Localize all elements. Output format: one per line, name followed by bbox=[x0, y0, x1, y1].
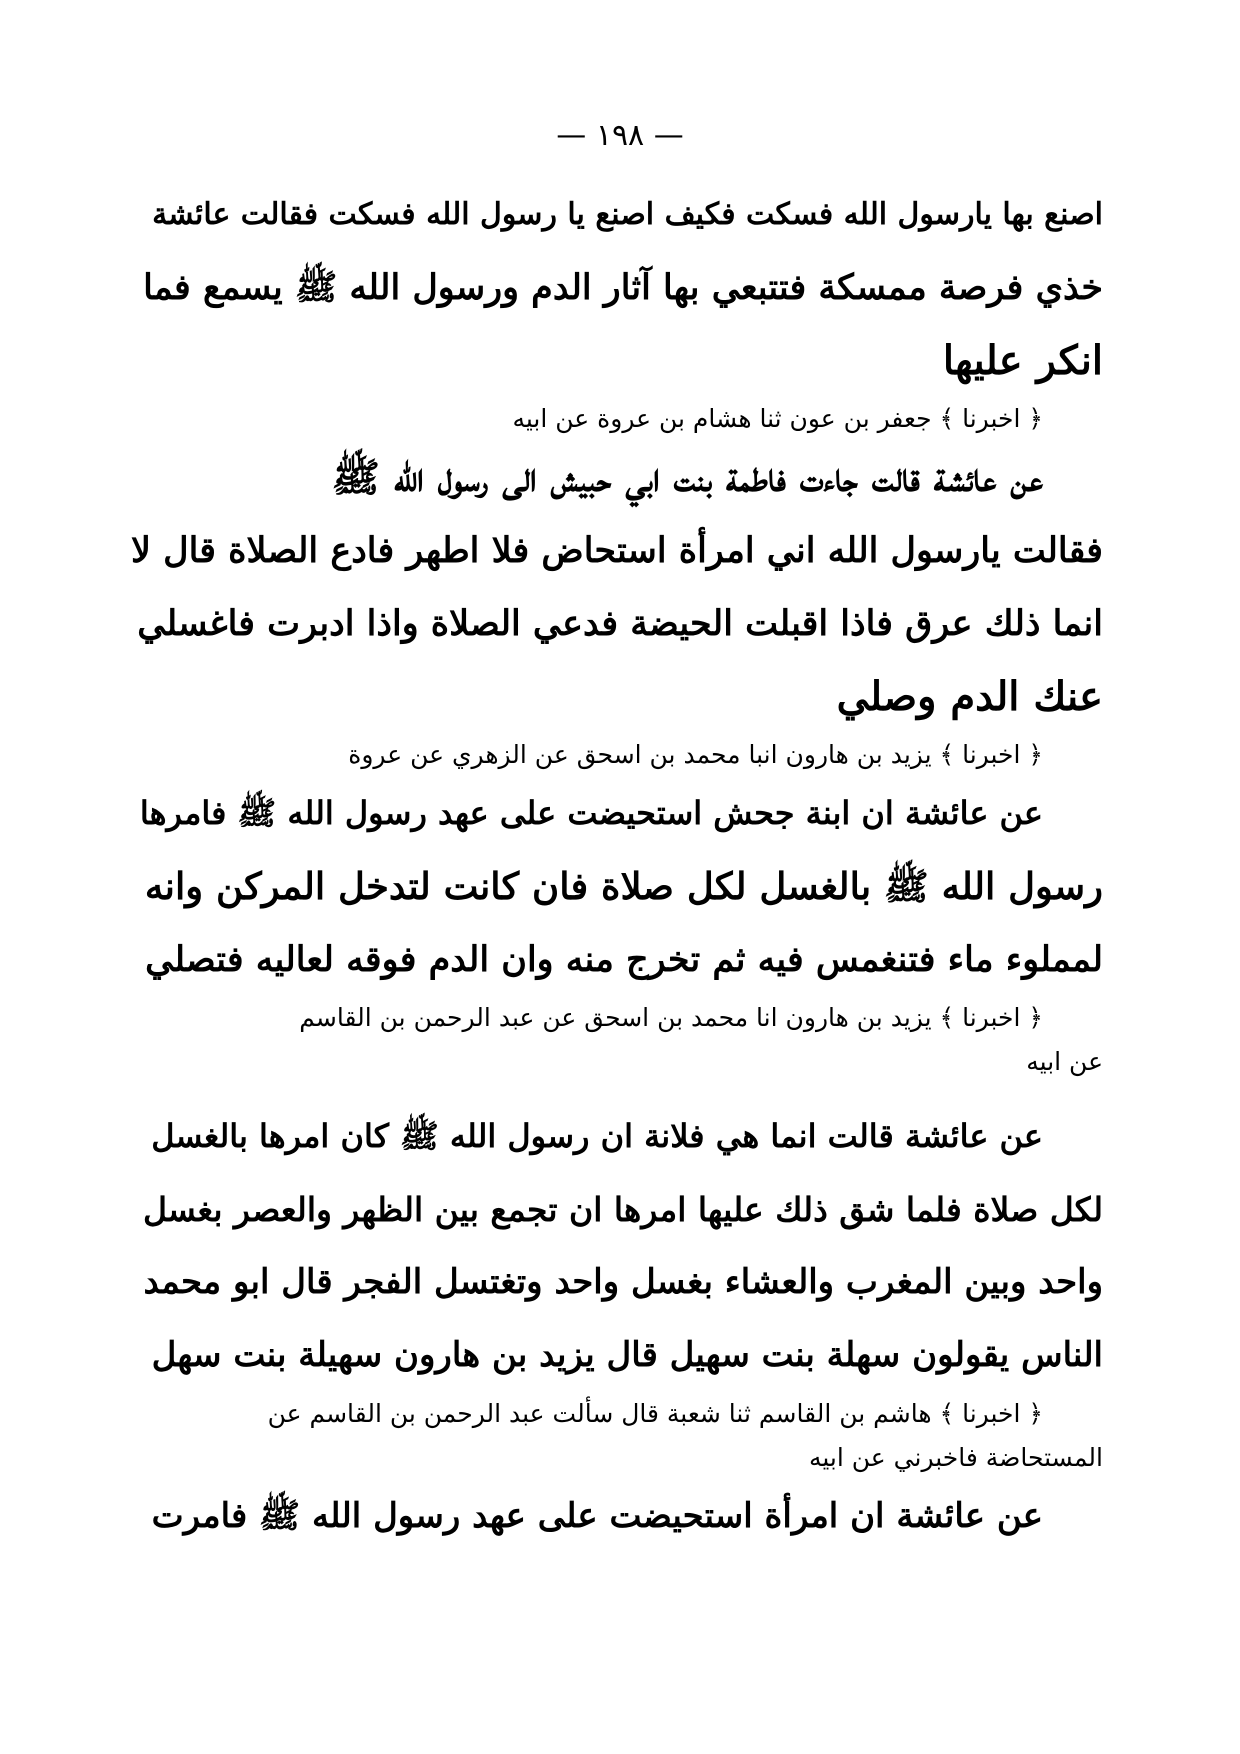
isnad-line-3: ﴿ اخبرنا ﴾ يزيد بن هارون انا محمد بن اسحق عن عبد الرحمن بن القاسم bbox=[299, 1003, 1043, 1032]
page-body bbox=[128, 178, 1103, 1553]
page-number-dash-left: — bbox=[556, 118, 596, 153]
text-line-10: لمملوء ماء فتنغمس فيه ثم تخرج منه وان الدم فوقه لعاليه فتصلي bbox=[145, 939, 1103, 980]
text-line-8: عن عائشة ان ابنة جحش استحيضت على عهد رسول الله ﷺ فامرها bbox=[139, 794, 1043, 832]
text-line-15: عن عائشة ان امرأة استحيضت على عهد رسول الله ﷺ فامرت bbox=[151, 1496, 1043, 1536]
text-line-3: انكر عليها bbox=[942, 337, 1103, 384]
isnad-line-3-continued: عن ابيه bbox=[1026, 1047, 1103, 1076]
text-line-12: لكل صلاة فلما شق ذلك عليها امرها ان تجمع بين الظهر والعصر بغسل bbox=[143, 1190, 1103, 1229]
text-line-4: عن عائشة قالت جاءت فاطمة بنت ابي حبيش الى رسول الله ﷺ bbox=[331, 454, 1043, 501]
text-line-1: اصنع بها يارسول الله فسكت فكيف اصنع يا رسول الله فسكت فقالت عائشة bbox=[152, 197, 1103, 232]
page-number bbox=[0, 118, 1240, 153]
text-line-11: عن عائشة قالت انما هي فلانة ان رسول الله ﷺ كان امرها بالغسل bbox=[151, 1117, 1043, 1155]
text-line-7: عنك الدم وصلي bbox=[836, 673, 1103, 720]
paragraph-gap bbox=[128, 1084, 1103, 1100]
text-line-13: واحد وبين المغرب والعشاء بغسل واحد وتغتسل الفجر قال ابو محمد bbox=[143, 1262, 1103, 1302]
isnad-line-2: ﴿ اخبرنا ﴾ يزيد بن هارون انبا محمد بن اسحق عن الزهري عن عروة bbox=[348, 740, 1043, 769]
text-line-6: انما ذلك عرق فاذا اقبلت الحيضة فدعي الصلاة واذا ادبرت فاغسلي bbox=[137, 603, 1103, 644]
isnad-line-1: ﴿ اخبرنا ﴾ جعفر بن عون ثنا هشام بن عروة عن ابيه bbox=[512, 404, 1043, 433]
text-line-2: خذي فرصة ممسكة فتتبعي بها آثار الدم ورسول الله ﷺ يسمع فما bbox=[143, 267, 1103, 308]
text-line-5: فقالت يارسول الله اني امرأة استحاض فلا اطهر فادع الصلاة قال لا bbox=[131, 530, 1103, 571]
text-line-14: الناس يقولون سهلة بنت سهيل قال يزيد بن هارون سهيلة بنت سهل bbox=[151, 1335, 1103, 1375]
page-number-dash-right: — bbox=[644, 118, 684, 153]
text-line-9: رسول الله ﷺ بالغسل لكل صلاة فان كانت لتدخل المركن وانه bbox=[144, 864, 1103, 908]
isnad-line-4-continued: المستحاضة فاخبرني عن ابيه bbox=[808, 1443, 1103, 1472]
page-number-value: ١٩٨ bbox=[595, 118, 645, 153]
isnad-line-4: ﴿ اخبرنا ﴾ هاشم بن القاسم ثنا شعبة قال سألت عبد الرحمن بن القاسم عن bbox=[267, 1399, 1043, 1428]
